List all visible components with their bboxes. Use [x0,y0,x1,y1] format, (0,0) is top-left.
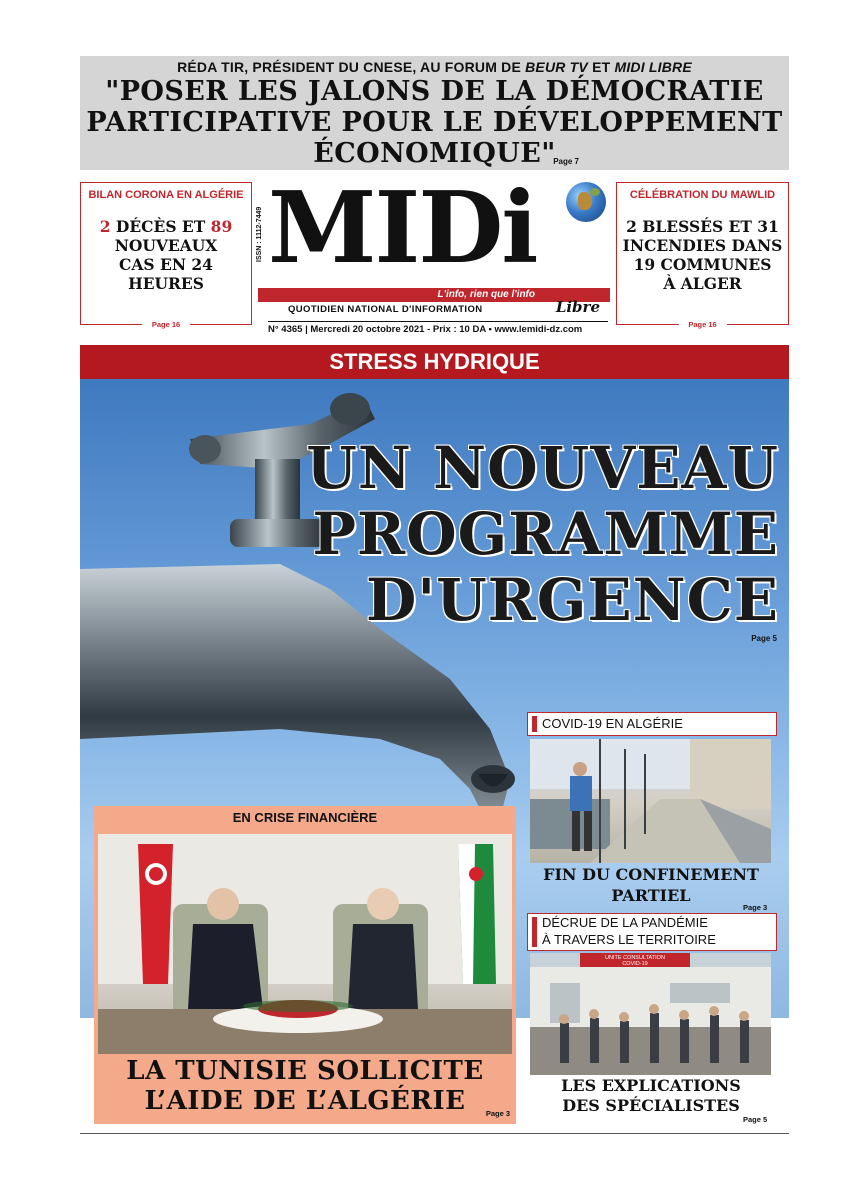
decrue-label [527,913,777,951]
consultation-image [530,953,771,1075]
main-page-ref: Page 5 [751,634,777,643]
corona-headline [81,217,251,293]
tunisia-line1: LA TUNISIE SOLLICITE [126,1056,484,1086]
tunisia-line2: L’AIDE DE L’ALGÉRIE [144,1086,466,1116]
top-headline-line2: PARTICIPATIVE POUR LE DÉVELOPPEMENT [86,107,783,138]
deaths-text: DÉCÈS ET [110,217,211,236]
kicker-midi-libre: MIDI LIBRE [614,59,692,75]
tunisia-photo [98,834,512,1054]
mawlid-line3: 19 COMMUNES [633,255,772,274]
masthead [256,171,610,338]
decrue-label-line2: À TRAVERS LE TERRITOIRE [542,932,716,947]
corona-line3: CAS EN 24 [119,255,213,274]
globe-icon [566,182,606,222]
decrue-page-ref: Page 5 [743,1115,768,1124]
issn-number: ISSN : 1112-7449 [256,206,263,262]
mawlid-kicker: CÉLÉBRATION DU MAWLID [629,189,776,201]
street-image [530,739,771,863]
mawlid-line4: À ALGER [663,274,742,293]
kicker-mid: ET [587,59,615,75]
deaths-count: 2 [99,217,111,236]
decrue-label-line1: DÉCRUE DE LA PANDÉMIE [542,915,708,930]
decrue-line2: DES SPÉCIALISTES [562,1096,740,1115]
top-banner-headline[interactable] [80,76,789,169]
tunisia-kicker: EN CRISE FINANCIÈRE [232,810,378,825]
bottom-rule [80,1133,789,1134]
mawlid-line2: INCENDIES DANS [622,236,783,255]
covid-line1: FIN DU CONFINEMENT [543,865,759,884]
top-headline-line1: "POSER LES JALONS DE LA DÉMOCRATIE [105,76,764,107]
top-banner-kicker [80,59,789,75]
corona-line2: NOUVEAUX [114,236,218,255]
main-headline-line2: PROGRAMME [312,500,779,568]
kicker-beur-tv: BEUR TV [525,59,588,75]
tunisia-headline [94,1056,516,1116]
corona-bilan-box[interactable] [80,182,252,329]
top-banner-page-ref: Page 7 [553,157,579,166]
covid-headline [526,864,776,906]
mawlid-page-ref: Page 16 [678,320,726,329]
corona-line1 [81,217,251,236]
kicker-prefix: RÉDA TIR, PRÉSIDENT DU CNESE, AU FORUM DE [177,59,526,75]
meeting-image [98,834,512,1054]
covid-page-ref: Page 3 [743,903,768,912]
main-headline-line1: UN NOUVEAU [306,434,779,502]
mawlid-line1: 2 BLESSÉS ET 31 [626,217,779,236]
new-cases-count: 89 [210,217,233,236]
mawlid-headline [617,217,788,293]
main-headline [306,435,779,633]
top-headline-line3: ÉCONOMIQUE" [313,138,556,169]
corona-kicker: BILAN CORONA EN ALGÉRIE [88,189,244,201]
main-headline-line3: D'URGENCE [366,566,779,634]
issue-info: N° 4365 | Mercredi 20 octobre 2021 - Prix : 10 DA • www.lemidi-dz.com [268,321,608,335]
tunisia-page-ref: Page 3 [485,1109,510,1118]
corona-page-ref: Page 16 [142,320,190,329]
corona-line4: HEURES [128,274,204,293]
decrue-line1: LES EXPLICATIONS [561,1076,741,1095]
covid-photo[interactable] [530,739,771,863]
decrue-headline [526,1076,776,1116]
midi-logo: MIDi [268,171,537,286]
sign-line2: COVID-19 [622,961,648,967]
tagline: L'info, rien que l'info [437,289,535,300]
section-bar: STRESS HYDRIQUE [80,345,789,379]
top-banner [80,56,789,170]
tunisia-story[interactable] [94,806,516,1124]
mawlid-box[interactable] [616,182,789,329]
covid-line2: PARTIEL [611,886,691,905]
covid-label: COVID-19 EN ALGÉRIE [527,712,777,736]
decrue-photo[interactable] [530,953,771,1075]
sign-line1: UNITE CONSULTATION [605,955,665,961]
masthead-subtitle: QUOTIDIEN NATIONAL D'INFORMATION [288,304,483,315]
libre-logo: Libre [555,298,600,316]
